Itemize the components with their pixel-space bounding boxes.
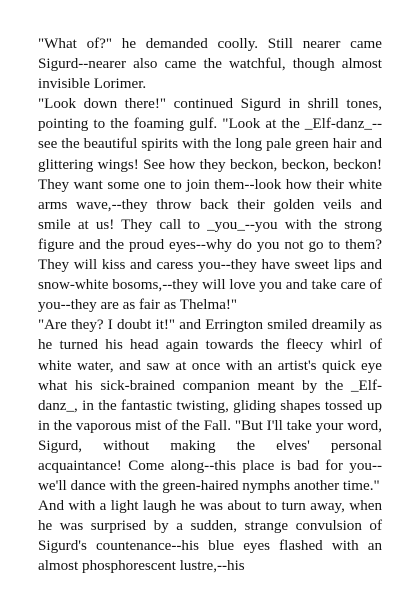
- paragraph: "Are they? I doubt it!" and Errington smiled dreamily as he turned his head again towards the fleecy whirl of white water, and saw at once with an artist's quick eye what his sick-brained companion meant by the _Elf-danz_, in the fantastic twisting, gliding shapes tossed up in the vaporous mist of the Fall. "But I'll take your word, Sigurd, without making the elves' personal acquaintance! Come along--this place is bad for you--we'll dance with the green-haired nymphs another time.": [38, 317, 382, 495]
- paragraph: "Look down there!" continued Sigurd in shrill tones, pointing to the foaming gulf. "Look at the _Elf-danz_--see the beautiful spirits with the long pale green hair and glittering wings! See how they beckon, beckon, beckon! They want some one to join them--look how their white arms wave,--they throw back their golden veils and smile at us! They call to _you_--you with the strong figure and the proud eyes--why do you not go to them? They will kiss and caress you--they have sweet lips and snow-white bosoms,--they will love you and take care of you--they are as fair as Thelma!": [38, 96, 382, 314]
- paragraph: And with a light laugh he was about to turn away, when he was surprised by a sudden, strange convulsion of Sigurd's countenance--his blue eyes flashed with an almost phosphorescent lustre,--his: [38, 498, 382, 575]
- paragraph: "What of?" he demanded coolly. Still nearer came Sigurd--nearer also came the watchful, though almost invisible Lorimer.: [38, 36, 382, 93]
- page-text: [38, 34, 382, 577]
